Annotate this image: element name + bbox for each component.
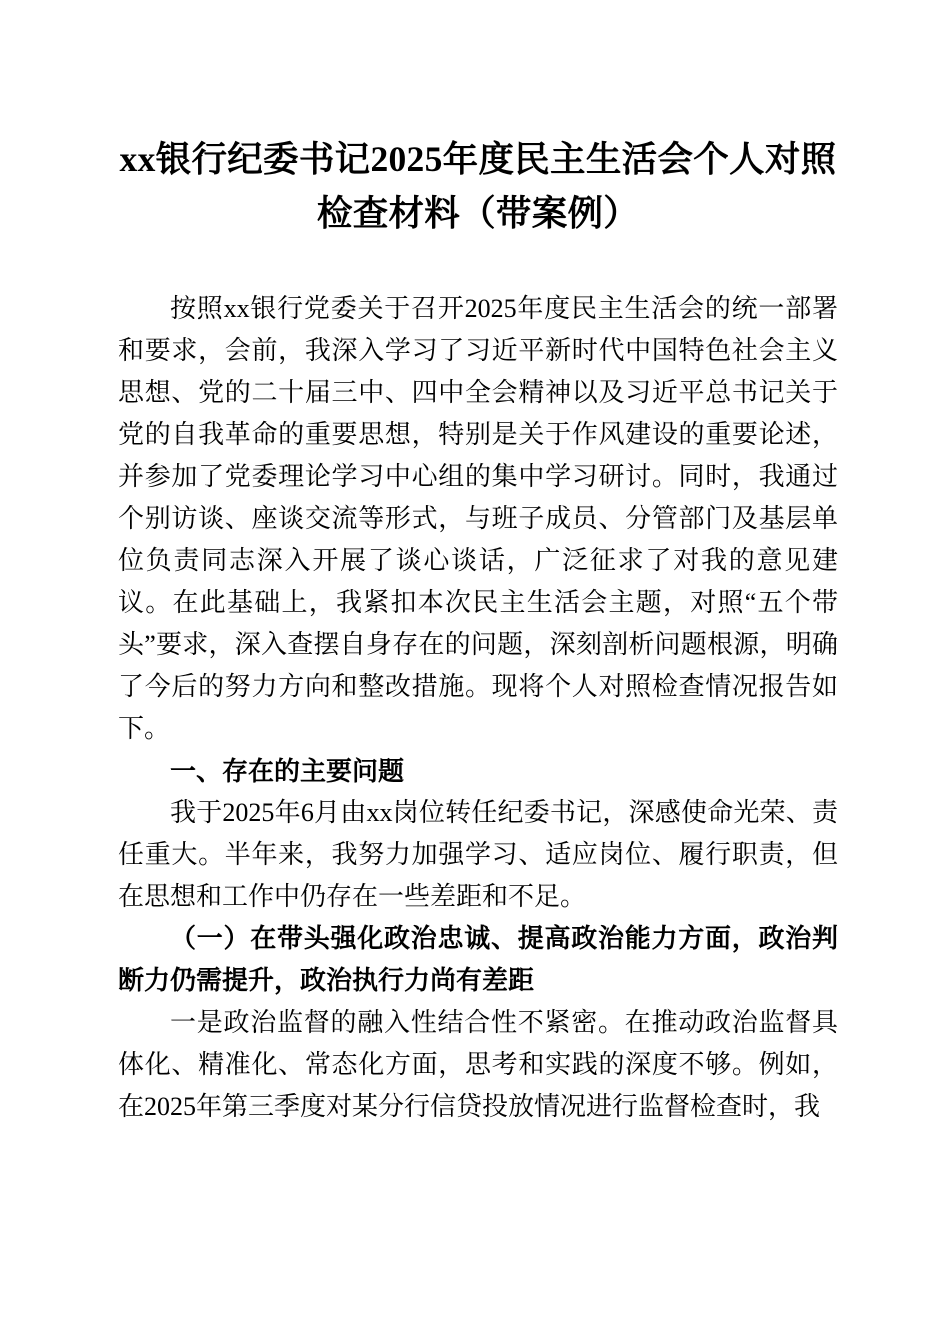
- document-content-column: [118, 0, 838, 1128]
- role-background-paragraph: 我于2025年6月由xx岗位转任纪委书记，深感使命光荣、责任重大。半年来，我努力加强学习、适应岗位、履行职责，但在思想和工作中仍存在一些差距和不足。: [118, 798, 838, 911]
- subsection-heading-political-loyalty: （一）在带头强化政治忠诚、提高政治能力方面，政治判断力仍需提升，政治执行力尚有差距: [118, 924, 838, 995]
- opening-paragraph: 按照xx银行党委关于召开2025年度民主生活会的统一部署和要求，会前，我深入学习了习近平新时代中国特色社会主义思想、党的二十届三中、四中全会精神以及习近平总书记关于党的自我革命的重要思想，特别是关于作风建设的重要论述，并参加了党委理论学习中心组的集中学习研讨。同时，我通过个别访谈、座谈交流等形式，与班子成员、分管部门及基层单位负责同志深入开展了谈心谈话，广泛征求了对我的意见建议。在此基础上，我紧扣本次民主生活会主题，对照“五个带头”要求，深入查摆自身存在的问题，深刻剖析问题根源，明确了今后的努力方向和整改措施。现将个人对照检查情况报告如下。: [118, 294, 838, 743]
- page-title: xx银行纪委书记2025年度民主生活会个人对照检查材料（带案例）: [119, 139, 837, 233]
- issue-one-paragraph: 一是政治监督的融入性结合性不紧密。在推动政治监督具体化、精准化、常态化方面，思考和实践的深度不够。例如，在2025年第三季度对某分行信贷投放情况进行监督检查时，我: [118, 1008, 838, 1121]
- title-body-spacer: [118, 240, 838, 288]
- section-heading-main-problems: 一、存在的主要问题: [170, 756, 405, 786]
